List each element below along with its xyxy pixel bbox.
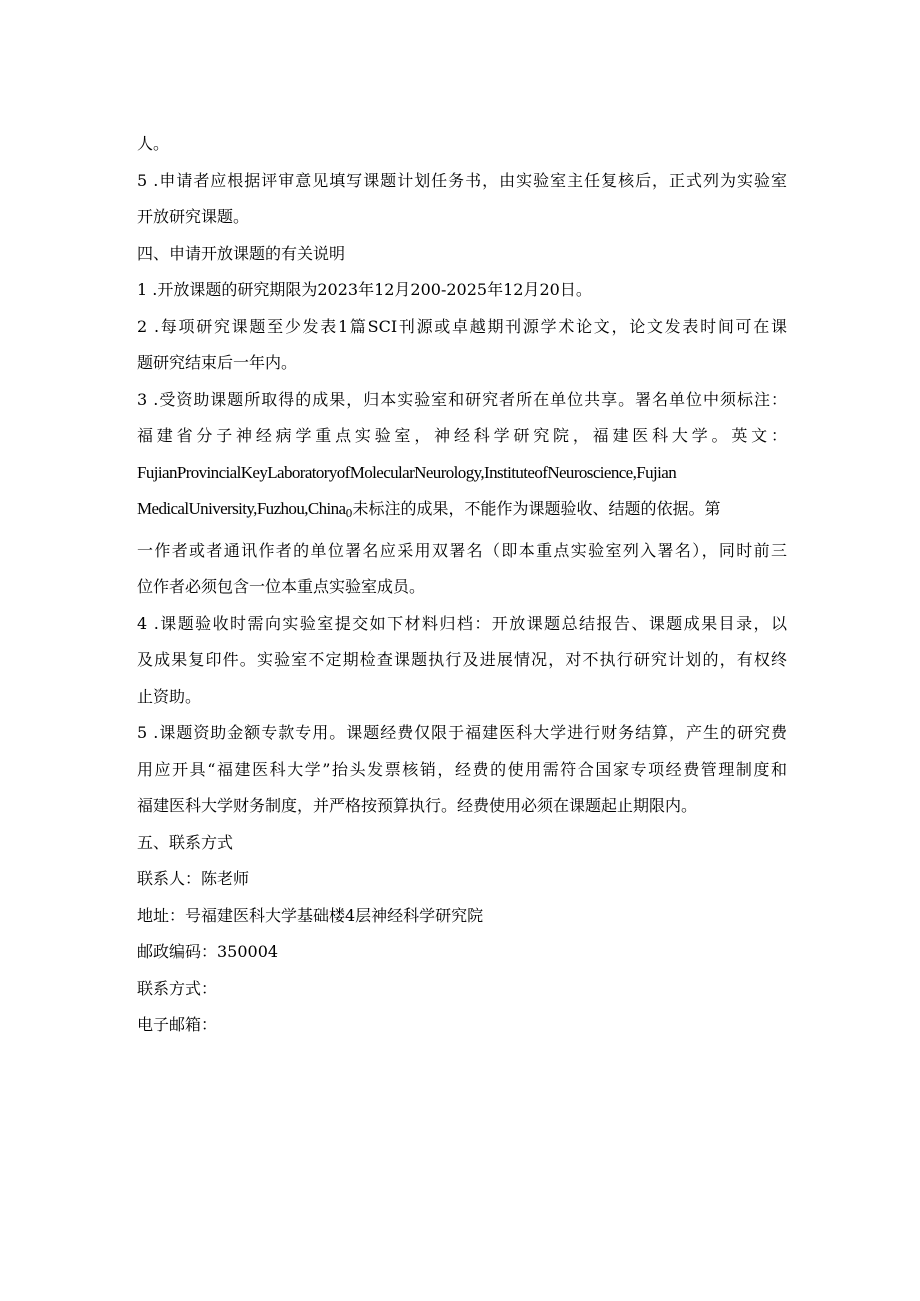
contact-postcode: 邮政编码：350004 bbox=[137, 942, 279, 961]
contact-person: 联系人：陈老师 bbox=[137, 869, 250, 888]
contact-phone: 联系方式： bbox=[137, 978, 218, 998]
contact-email: 电子邮箱： bbox=[137, 1015, 218, 1034]
paragraph-line: 1 .开放课题的研究期限为2023年12月200-2025年12月20日。 bbox=[137, 280, 592, 299]
paragraph-line: 开放研究课题。 bbox=[137, 207, 250, 226]
contact-address: 地址：号福建医科大学基础楼4层神经科学研究院 bbox=[137, 905, 484, 925]
english-affiliation-text: MedicalUniversity,Fuzhou,China bbox=[137, 499, 346, 518]
paragraph-line-english: FujianProvincialKeyLaboratoryofMolecularNeurology,InstituteofNeuroscience,Fujian bbox=[137, 462, 677, 482]
paragraph-line: 3 .受资助课题所取得的成果，归本实验室和研究者所在单位共享。署名单位中须标注： bbox=[137, 389, 787, 409]
section-heading: 五、联系方式 bbox=[137, 832, 234, 852]
paragraph-line bbox=[137, 491, 787, 533]
paragraph-line: 福建医科大学财务制度，并严格按预算执行。经费使用必须在课题起止期限内。 bbox=[137, 796, 698, 815]
paragraph-line: 2 .每项研究课题至少发表1篇SCI刊源或卓越期刊源学术论文，论文发表时间可在课 bbox=[137, 316, 787, 336]
paragraph-line: 4 .课题验收时需向实验室提交如下材料归档：开放课题总结报告、课题成果目录，以 bbox=[137, 613, 787, 633]
paragraph-line: 5 .申请者应根据评审意见填写课题计划任务书，由实验室主任复核后，正式列为实验室 bbox=[137, 170, 787, 190]
section-heading: 四、申请开放课题的有关说明 bbox=[137, 243, 346, 263]
subscript-zero: 0 bbox=[345, 507, 353, 520]
paragraph-line: 止资助。 bbox=[137, 686, 202, 706]
paragraph-line: 5 .课题资助金额专款专用。课题经费仅限于福建医科大学进行财务结算，产生的研究费 bbox=[137, 723, 787, 742]
paragraph-line: 及成果复印件。实验室不定期检查课题执行及进展情况，对不执行研究计划的，有权终 bbox=[137, 650, 787, 669]
paragraph-line: 题研究结束后一年内。 bbox=[137, 353, 298, 372]
paragraph-text: 未标注的成果，不能作为课题验收、结题的依据。第 bbox=[352, 499, 721, 518]
paragraph-line: 人。 bbox=[137, 134, 170, 153]
document-page bbox=[137, 126, 787, 1044]
paragraph-line: 福建省分子神经病学重点实验室，神经科学研究院，福建医科大学。英文： bbox=[137, 426, 787, 445]
paragraph-line: 位作者必须包含一位本重点实验室成员。 bbox=[137, 577, 426, 596]
paragraph-line: 用应开具“福建医科大学”抬头发票核销，经费的使用需符合国家专项经费管理制度和 bbox=[137, 759, 787, 779]
paragraph-line: 一作者或者通讯作者的单位署名应采用双署名（即本重点实验室列入署名），同时前三 bbox=[137, 540, 787, 560]
